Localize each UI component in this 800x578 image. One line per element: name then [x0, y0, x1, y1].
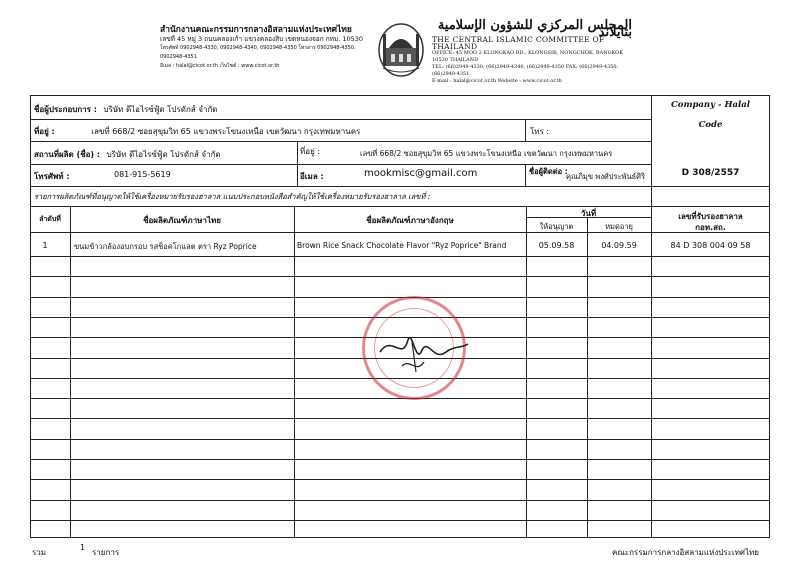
row-thai-name: ขนมข้าวกล้องอบกรอบ รสช็อคโกแลต ตรา Ryz Poprice	[74, 242, 257, 251]
english-address-line: OFFICE: 45 MOO 3 KLONGKAO RD., KLONGSIB, NONGCHOK, BANGKOK 10530 THAILAND	[432, 50, 624, 63]
factory-address-label: ที่อยู่ :	[300, 147, 321, 156]
company-address-value: เลขที่ 668/2 ซอยสุขุมวิท 65 แขวงพระโขนงเหนือ เขตวัฒนา กรุงเทพมหานคร	[91, 127, 361, 136]
table-rule-line	[30, 439, 770, 440]
factory-value: บริษัท ดีไอไรซ์ฟู้ด โปรดักส์ จำกัด	[106, 150, 221, 159]
col-header-cert-sub: กอท.สถ.	[695, 223, 726, 232]
table-rule-line	[30, 500, 770, 501]
footer-total-label: รวม	[32, 548, 47, 557]
col-header-no: ลำดับที่	[39, 215, 61, 223]
col-header-thai-name: ชื่อผลิตภัณฑ์ภาษาไทย	[143, 216, 221, 225]
company-phone-label: โทร :	[530, 127, 550, 136]
table-rule-line	[30, 276, 770, 277]
product-list-title: รายการผลิตภัณฑ์ที่อนุญาตให้ใช้เครื่องหมายรับรองฮาลาล แนบประกอบหนังสือสำคัญให้ใช้เครื่องหมายรับรองฮาลาล เลขที่ :	[34, 192, 431, 201]
table-rule-line	[30, 520, 770, 521]
factory-label: สถานที่ผลิต (ชื่อ) :	[34, 150, 101, 159]
contact-label: ชื่อผู้ติดต่อ :	[529, 167, 568, 176]
col-header-cert-no: เลขที่รับรองฮาลาล	[678, 212, 743, 221]
table-rule-line	[30, 459, 770, 460]
row-no: 1	[42, 241, 48, 250]
company-name-label: ชื่อผู้ประกอบการ :	[34, 105, 97, 114]
halal-code-header-line2: Code	[698, 120, 723, 130]
table-rule-line	[30, 418, 770, 419]
signature-icon	[372, 322, 472, 382]
company-name-value: บริษัท ดีไอไรซ์ฟู้ด โปรดักส์ จำกัด	[103, 105, 218, 114]
col-header-date: วันที่	[580, 209, 597, 218]
mosque-logo-icon	[377, 22, 425, 78]
col-header-issue: ให้อนุญาต	[539, 222, 574, 231]
halal-code-header: Company - Halal	[671, 100, 750, 110]
col-header-expire: หมดอายุ	[605, 222, 633, 231]
email-value: mookmisc@gmail.com	[364, 168, 478, 179]
thai-org-header	[160, 26, 370, 71]
thai-address-line: เลขที่ 45 หมู่ 3 ถนนคลองเก้า แขวงคลองสิบ เขตหนองจอก กทม. 10530	[160, 35, 364, 43]
thai-phone-line: โทรศัพท์ 0902948-4330, 0902948-4340, 0902948-4350 โทรสาร 0902948-4350, 0902948-4351	[160, 45, 356, 60]
thai-org-name: สำนักงานคณะกรรมการกลางอิสลามแห่งประเทศไทย	[160, 25, 352, 35]
factory-row	[34, 148, 221, 161]
footer-total-value: 1	[80, 543, 86, 552]
company-address-row	[34, 125, 360, 138]
table-rule-line	[30, 479, 770, 480]
english-phone-line: TEL: (66)2949-4330, (66)2949-4340, (66)2949-4350 FAX: (66)2949-4350, (66)2949-4351	[432, 64, 619, 77]
footer-org-name: คณะกรรมการกลางอิสลามแห่งประเทศไทย	[612, 548, 759, 557]
english-org-name: THE CENTRAL ISLAMIC COMMITTEE OF THAILAND	[432, 35, 605, 51]
col-header-eng-name: ชื่อผลิตภัณฑ์ภาษาอังกฤษ	[366, 216, 454, 225]
contact-value: คุณภิมุข พงศ์ประพันธ์ศิริ	[566, 172, 645, 181]
tel-label: โทรศัพท์ :	[34, 172, 70, 181]
tel-value: 081-915-5619	[114, 170, 171, 179]
row-cert-no: 84 D 308 004 09 58	[670, 241, 751, 250]
arabic-org-name: المجلس المركزي للشؤون الإسلامية بتايلاند	[437, 18, 632, 40]
factory-address-value: เลขที่ 668/2 ซอยสุขุมวิท 65 แขวงพระโขนงเหนือ เขตวัฒนา กรุงเทพมหานคร	[360, 149, 613, 158]
english-org-header	[432, 18, 632, 85]
row-expire-date: 04.09.59	[601, 241, 637, 250]
thai-web-line: อีเมล : halal@cicot.or.th เว็บไซต์ : www.cicot.or.th	[160, 63, 280, 69]
company-address-label: ที่อยู่ :	[34, 127, 55, 136]
english-web-line: E-mail : halal@cicot.or.th Website : www.cicot.or.th	[432, 78, 562, 84]
row-issue-date: 05.09.58	[538, 241, 575, 250]
email-label: อีเมล :	[300, 172, 324, 181]
footer-items-label: รายการ	[92, 548, 120, 557]
halal-code-value: D 308/2557	[681, 168, 740, 178]
company-name-row	[34, 103, 217, 116]
row-eng-name: Brown Rice Snack Chocolate Flavor "Ryz Poprice" Brand	[297, 241, 507, 250]
